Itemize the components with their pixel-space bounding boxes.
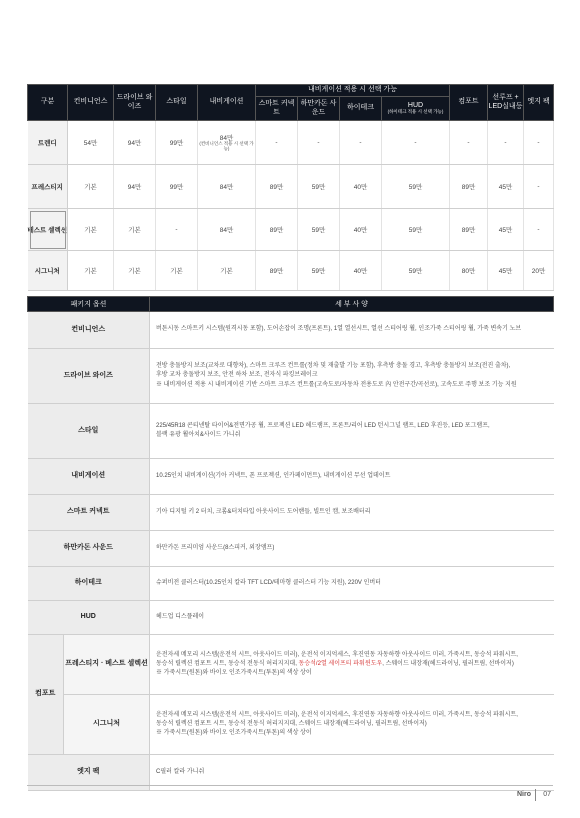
option-detail: C필러 칼라 가니쉬 [150,755,554,791]
option-name: 엣지 팩 [28,755,150,791]
price-value: 84만 [219,135,234,143]
option-detail: 헤드업 디스플레이 [150,601,554,635]
option-name: 스타일 [28,404,150,459]
table-row [28,121,554,165]
price-cell: 기본 [156,251,198,291]
option-detail [150,312,554,349]
price-cell: 94만 [114,121,156,165]
detail-line: 블랙 유광 휠아치&사이드 가니쉬 [156,432,241,438]
detail-line: 운전자세 메모리 시스템(운전석 시트, 아웃사이드 미러), 운전석 이지억세스, 후진연동 자동하향 아웃사이드 미러, 가죽시트, 동승석 파워시트, [156,711,518,718]
header-navigation: 내비게이션 [198,85,256,121]
option-detail [150,349,554,404]
header-sunroof: 선루프 + LED실내등 [488,85,524,121]
price-cell: 기본 [68,209,114,251]
price-cell: 59만 [298,251,340,291]
option-row [28,459,554,495]
price-cell: - [256,121,298,165]
header-hitech: 하이테크 [340,97,382,121]
option-name-comfort: 컴포트 [28,635,64,755]
price-cell: 59만 [382,209,450,251]
price-cell: 84만 [198,209,256,251]
detail-text: 동승석 릴렉션 컴포트 시트, 동승석 전동식 허리지지대, [156,660,299,667]
page-content [27,84,553,791]
table-row [28,251,554,291]
detail-line: 후방 교차 충돌방지 보조, 안전 하차 보조, 전자식 파킹브레이크 [156,372,318,379]
price-cell: 40만 [340,209,382,251]
price-cell: 45만 [488,165,524,209]
detail-line: ※ 가죽시트(원톤)와 바이오 인조가죽시트(투톤)의 색상 상이 [156,730,312,737]
price-cell: 54만 [68,121,114,165]
trim-name: 프레스티지 [28,165,68,209]
option-sub-name: 프레스티지 · 베스트 셀렉션 [64,635,150,695]
price-cell: - [340,121,382,165]
price-cell: - [524,121,554,165]
option-detail: 하만카돈 프리미엄 사운드(8스피커, 외장앰프) [150,531,554,567]
option-sub-name: 시그니처 [64,695,150,755]
option-name: 드라이브 와이즈 [28,349,150,404]
detail-line-mixed [156,660,548,669]
detail-text: , 스웨이드 내장재(헤드라이닝, 필러트림, 선바이저) [382,660,514,667]
header-hud-note: (하이테크 적용 시 선택 가능) [387,109,444,115]
header-convenience: 컨비니언스 [68,85,114,121]
option-detail: 기아 디지털 키 2 터치, 크롬&터치타입 아웃사이드 도어핸들, 빌트인 캠, 보조배터리 [150,495,554,531]
header-detail: 세 부 사 양 [150,297,554,312]
price-cell: - [298,121,340,165]
detail-line: 운전자세 메모리 시스템(운전석 시트, 아웃사이드 미러), 운전석 이지억세스, 후진연동 자동하향 아웃사이드 미러, 가죽시트, 동승석 파워시트, [156,651,518,658]
price-cell: - [488,121,524,165]
header-harman: 하만카돈 사운드 [298,97,340,121]
price-note: (컨비니언스 적용 시 선택 가능) [199,141,254,151]
option-row [28,635,554,695]
detail-line: ※ 내비게이션 적용 시 내비게이션 기반 스마트 크루즈 컨트롤(고속도로/자동차 전용도로 內 안전구간/곡선로), 고속도로 주행 보조 기능 지원 [156,381,517,388]
option-detail [150,404,554,459]
price-cell: 59만 [298,165,340,209]
price-cell: 99만 [156,121,198,165]
price-cell: 99만 [156,165,198,209]
option-name: 하이테크 [28,567,150,601]
detail-line: ※ 가죽시트(원톤)와 바이오 인조가죽시트(투톤)의 색상 상이 [156,670,312,677]
detail-line: 225/45R18 콘티넨탈 타이어&전면가공 휠, 프로젝션 LED 헤드램프, 프론트/리어 LED 턴시그널 램프, LED 후진등, LED 포그램프, [156,422,490,429]
option-name: 내비게이션 [28,459,150,495]
detail-line: 동승석 릴렉션 컴포트 시트, 동승석 전동식 허리지지대, 스웨이드 내장재(헤드라이닝, 필러트림, 선바이저) [156,720,427,727]
detail-line: 전방 충돌방지 보조(교차로 대향차), 스마트 크루즈 컨트롤(정차 및 재출발 기능 포함), 후측방 충돌 경고, 후측방 충돌방지 보조(전진 출차), [156,363,511,370]
trim-name: 시그니처 [28,251,68,291]
price-cell: 40만 [340,251,382,291]
price-cell: - [524,165,554,209]
price-cell: 59만 [382,165,450,209]
price-cell: - [156,209,198,251]
header-drive-wise: 드라이브 와이즈 [114,85,156,121]
price-cell: 기본 [114,251,156,291]
option-row [28,601,554,635]
option-row [28,495,554,531]
option-row [28,695,554,755]
detail-line: 버튼시동 스마트키 시스템(원격시동 포함), 도어손잡이 조명(프론트), 1열 열선시트, 열선 스티어링 휠, 인조가죽 스티어링 휠, 가죽 변속기 노브 [156,326,522,333]
trim-name: 베스트 셀렉션 [28,209,68,251]
option-name: 하만카돈 사운드 [28,531,150,567]
table-row [28,209,554,251]
option-table [27,296,554,791]
price-cell: 45만 [488,209,524,251]
page-number: 07 [543,791,551,798]
price-cell: 84만 [198,165,256,209]
option-row [28,567,554,601]
option-row [28,531,554,567]
price-cell: - [450,121,488,165]
option-name: 컨비니언스 [28,312,150,349]
option-detail [150,635,554,695]
header-hud: HUD [407,102,424,109]
price-cell: 기본 [114,209,156,251]
header-style: 스타일 [156,85,198,121]
header-smart-connect: 스마트 커넥트 [256,97,298,121]
price-cell: 20만 [524,251,554,291]
brand-name: Niro [517,791,531,798]
option-row [28,312,554,349]
price-cell: 89만 [256,251,298,291]
price-cell: 59만 [298,209,340,251]
price-cell: 기본 [198,251,256,291]
price-cell: 89만 [256,209,298,251]
price-cell: 기본 [68,251,114,291]
header-hud-cell [382,97,450,121]
trim-name: 트렌디 [28,121,68,165]
price-cell: 89만 [256,165,298,209]
header-edge-pack: 엣지 팩 [524,85,554,121]
price-cell: 94만 [114,165,156,209]
header-nav-group: 내비게이션 적용 시 선택 가능 [256,85,450,97]
option-row [28,349,554,404]
table-row [28,165,554,209]
header-package: 패키지 옵션 [28,297,150,312]
option-detail [150,695,554,755]
price-cell: 80만 [450,251,488,291]
option-name: HUD [28,601,150,635]
price-table [27,84,554,291]
option-name: 스마트 커넥트 [28,495,150,531]
price-cell: - [382,121,450,165]
footer-divider [535,789,536,801]
price-cell: 59만 [382,251,450,291]
price-cell: 89만 [450,165,488,209]
page-footer [27,785,553,798]
price-cell-nav [198,121,256,165]
option-detail: 슈퍼비전 클러스터(10.25인치 칼라 TFT LCD/테마형 클러스터 기능 지원), 220V 인버터 [150,567,554,601]
header-gubun: 구분 [28,85,68,121]
price-cell: 89만 [450,209,488,251]
option-row [28,404,554,459]
price-cell: - [524,209,554,251]
detail-highlight: 동승석/2열 세이프티 파워윈도우 [298,660,383,667]
header-comfort: 컴포트 [450,85,488,121]
price-cell: 40만 [340,165,382,209]
option-detail: 10.25인치 내비게이션(기아 커넥트, 폰 프로젝션, 인카페이먼트), 내비게이션 무선 업데이트 [150,459,554,495]
price-cell: 45만 [488,251,524,291]
price-cell: 기본 [68,165,114,209]
